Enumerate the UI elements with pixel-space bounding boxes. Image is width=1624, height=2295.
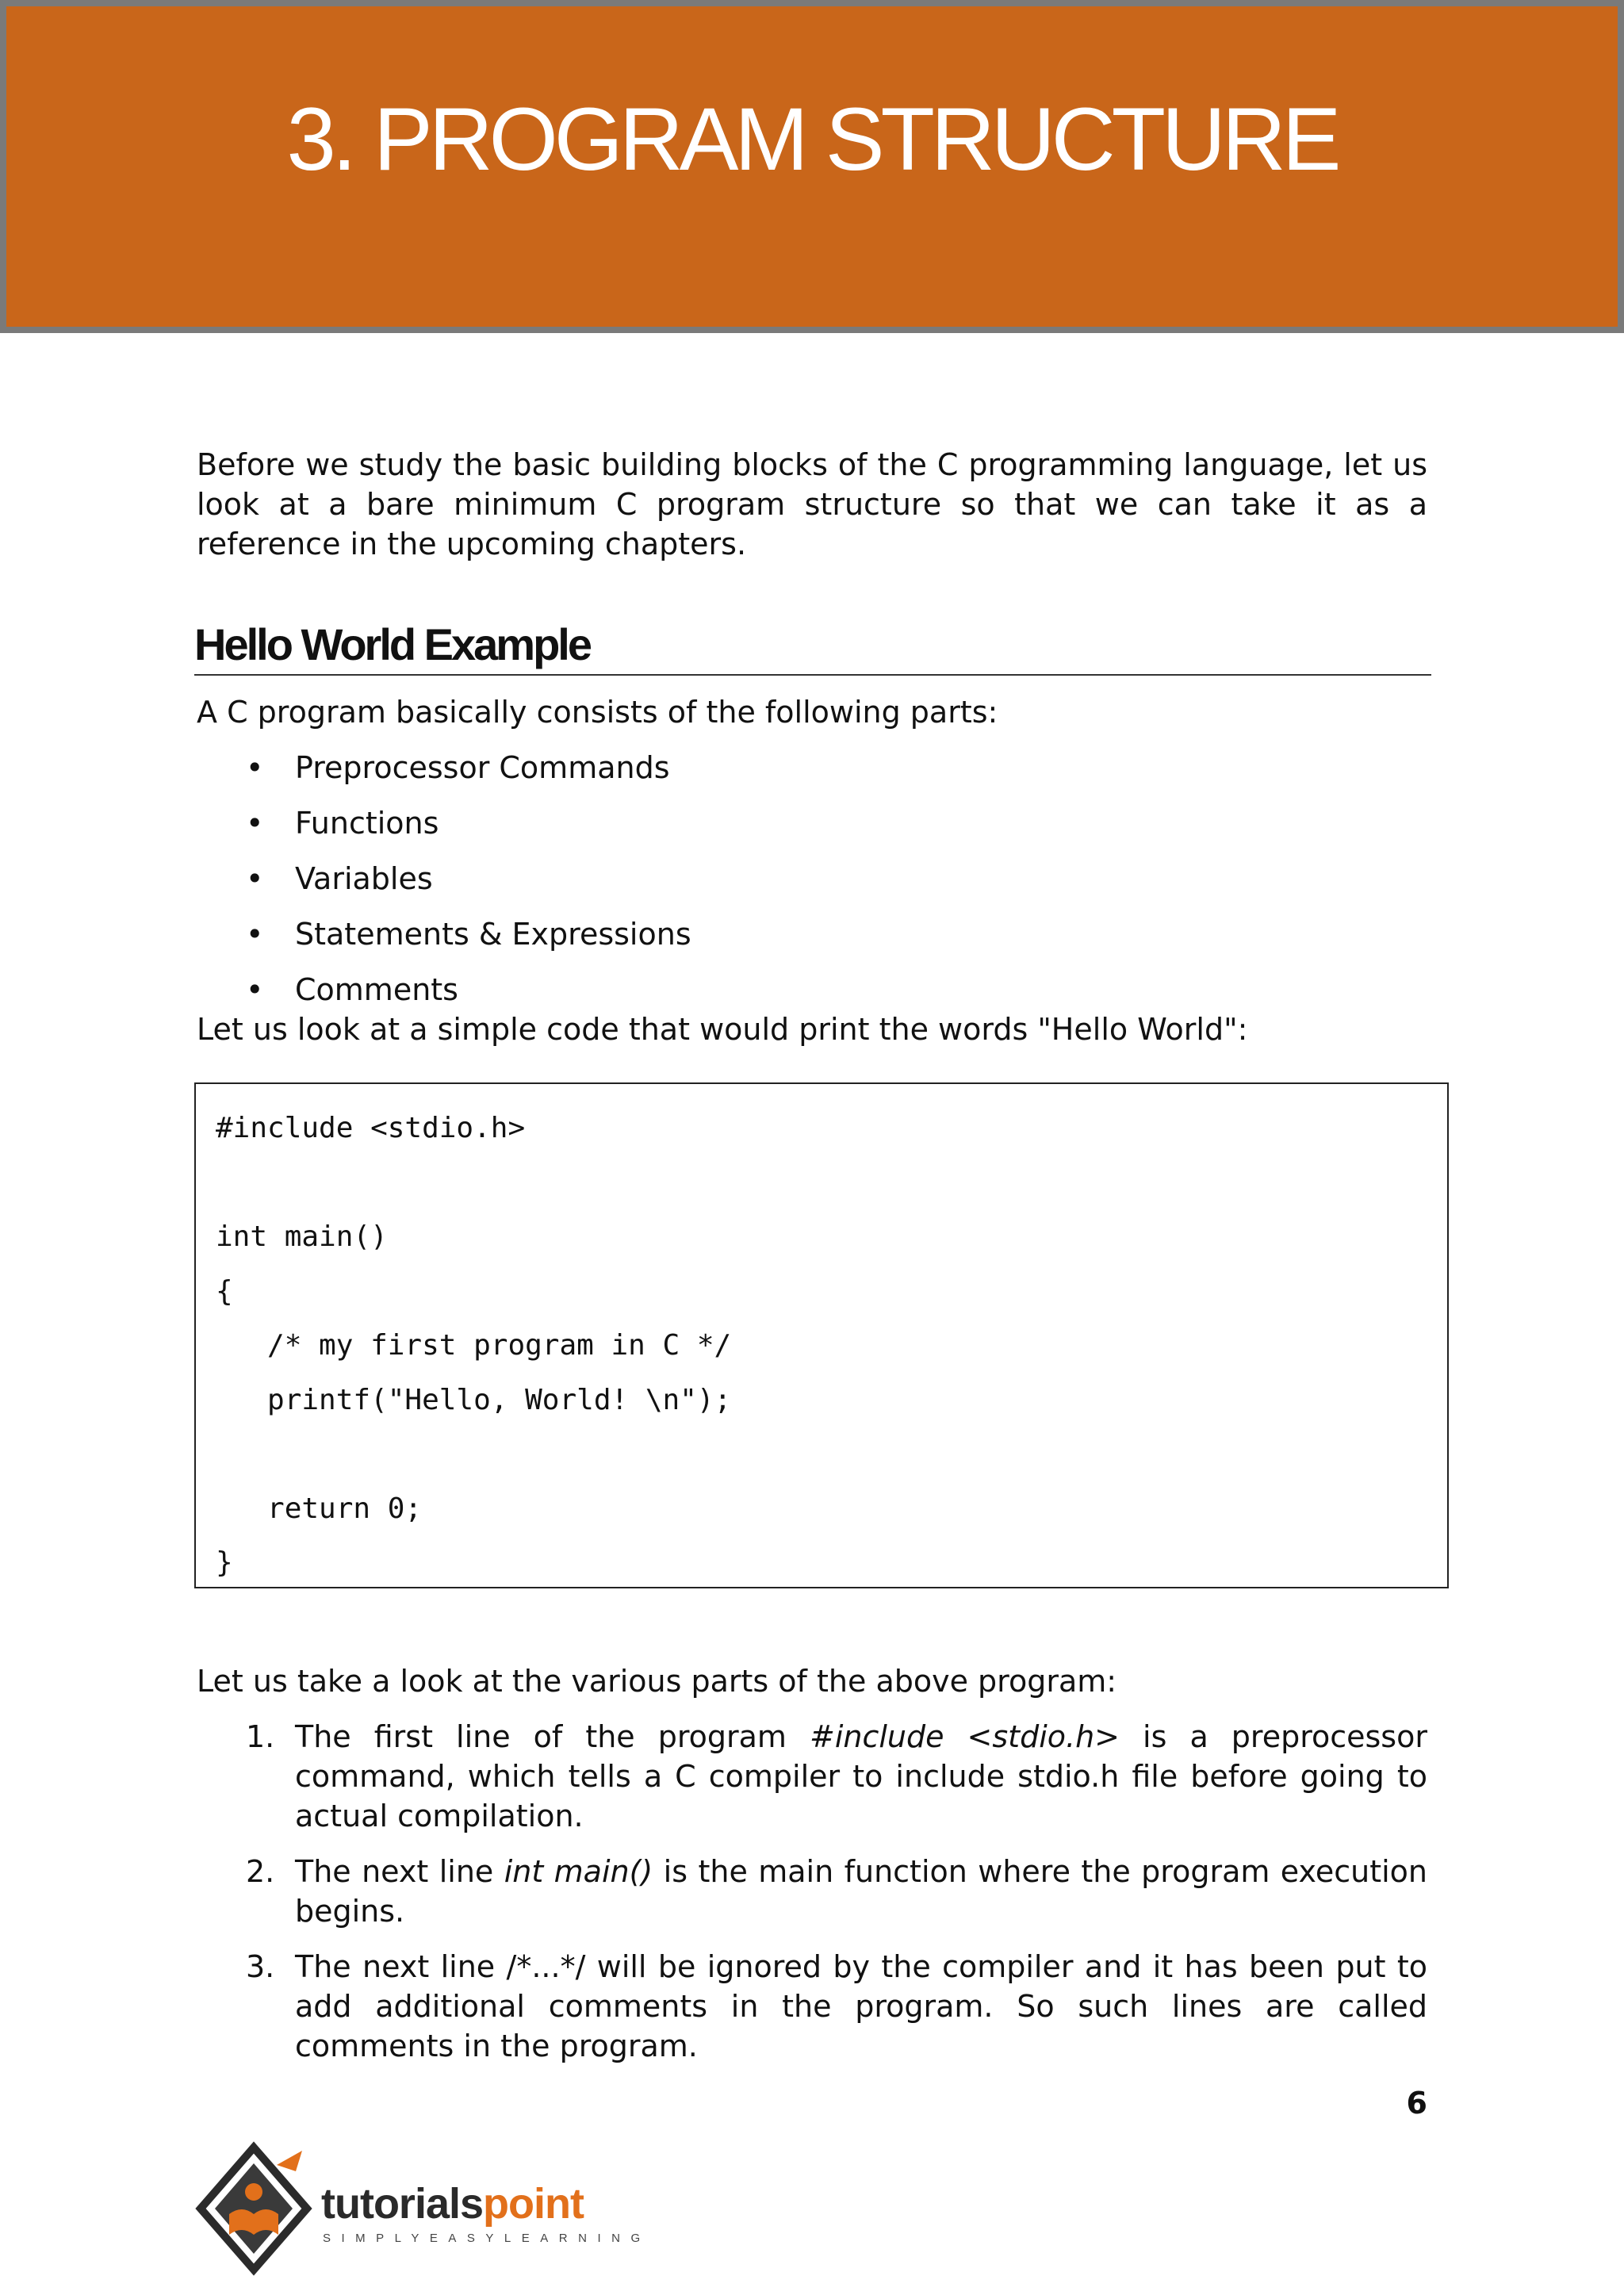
list-item: • Functions <box>197 803 1427 859</box>
list-item <box>197 1717 1427 1836</box>
list-item: • Statements & Expressions <box>197 914 1427 970</box>
code-line: #include <stdio.h> <box>216 1112 526 1144</box>
explanation-list <box>197 1717 1427 2066</box>
intro-paragraph: Before we study the basic building blocks of the C programming language, let us look at a bare minimum C program structure so that we can take it as a reference in the upcoming chapters. <box>197 447 1427 561</box>
code-line: return 0; <box>216 1492 423 1525</box>
list-item <box>197 1852 1427 1931</box>
page-number: 6 <box>1406 2086 1427 2121</box>
code-block <box>194 1082 1449 1588</box>
bullet-icon: • <box>246 861 264 896</box>
item-text: The first line of the program #include <stdio.h> is a preprocessor command, which tells a C compiler to include stdio.h file before going to actual compilation. <box>295 1719 1427 1833</box>
intro-block <box>197 445 1427 564</box>
item-text: The next line int main() is the main function where the program execution begins. <box>295 1854 1427 1929</box>
parts-list <box>197 748 1427 1025</box>
tutorialspoint-logo <box>194 2141 651 2276</box>
explanation-intro: Let us take a look at the various parts of the above program: <box>197 1664 1117 1699</box>
code-line: { <box>216 1274 233 1308</box>
section-heading <box>194 617 1431 676</box>
item-text: The next line /*...*/ will be ignored by the compiler and it has been put to add additional comments in the program. So such lines are called comments in the program. <box>295 1949 1427 2063</box>
code-listing <box>216 1102 1447 1591</box>
parts-block <box>197 692 1427 1049</box>
code-line: printf("Hello, World! \n"); <box>216 1383 732 1416</box>
section-heading-text: Hello World Example <box>194 619 590 669</box>
bullet-icon: • <box>246 917 264 952</box>
list-item: • Comments <box>197 970 1427 1025</box>
code-line: /* my first program in C */ <box>216 1329 732 1362</box>
code-intro: Let us look at a simple code that would print the words "Hello World": <box>197 1012 1248 1047</box>
logo-tagline: SIMPLYEASYLEARNING <box>323 2232 651 2245</box>
code-line: } <box>216 1546 233 1579</box>
chapter-title: 3. PROGRAM STRUCTURE <box>286 90 1338 189</box>
book-diamond-logo-icon <box>194 2141 313 2276</box>
parts-intro: A C program basically consists of the following parts: <box>197 695 998 730</box>
list-item: • Preprocessor Commands <box>197 748 1427 803</box>
list-item <box>197 1947 1427 2066</box>
item-number: 1. <box>246 1719 275 1754</box>
logo-wordmark: tutorialspoint <box>321 2180 584 2228</box>
item-number: 3. <box>246 1949 275 1984</box>
bullet-icon: • <box>246 806 264 841</box>
bullet-icon: • <box>246 750 264 785</box>
list-item: • Variables <box>197 859 1427 914</box>
chapter-banner <box>0 0 1624 333</box>
bullet-icon: • <box>246 972 264 1007</box>
item-number: 2. <box>246 1854 275 1889</box>
explanation-block <box>197 1661 1427 2082</box>
code-line: int main() <box>216 1220 388 1253</box>
